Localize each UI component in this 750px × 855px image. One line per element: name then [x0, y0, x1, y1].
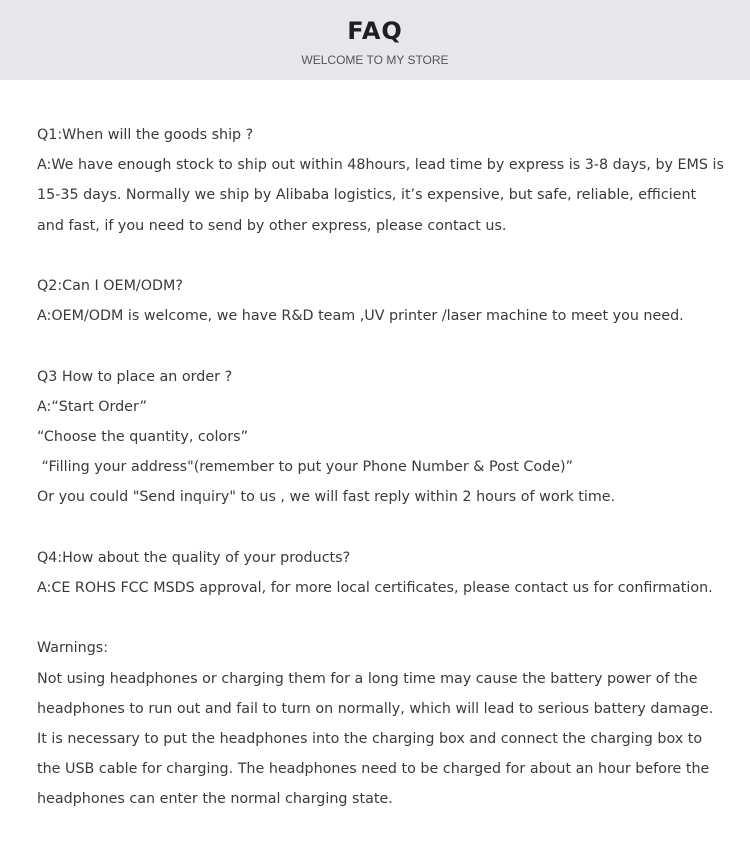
faq-item-q2 — [37, 271, 727, 331]
faq-answer: A:CE ROHS FCC MSDS approval, for more local certificates, please contact us for confirmation. — [37, 580, 713, 596]
faq-answer-line: Or you could "Send inquiry" to us , we will fast reply within 2 hours of work time. — [37, 489, 616, 506]
warnings-section — [37, 633, 727, 814]
faq-question: Q4:How about the quality of your products? — [37, 549, 351, 566]
faq-answer-line: “Choose the quantity, colors” — [37, 429, 248, 445]
faq-question: Q1:When will the goods ship ? — [37, 127, 254, 143]
faq-question: Q3 How to place an order ? — [37, 368, 233, 385]
faq-item-q1 — [37, 120, 727, 241]
page-title: FAQ — [347, 17, 403, 45]
faq-question: Q2:Can I OEM/ODM? — [37, 278, 183, 294]
faq-answer-line: “Filling your address"(remember to put your Phone Number & Post Code)” — [37, 459, 574, 476]
page-header — [0, 0, 750, 80]
warnings-title: Warnings: — [37, 640, 109, 657]
faq-item-q4 — [37, 543, 727, 603]
faq-item-q3 — [37, 362, 727, 513]
page-subtitle: WELCOME TO MY STORE — [301, 53, 449, 67]
faq-answer: A:We have enough stock to ship out within 48hours, lead time by express is 3-8 days, by EMS is 15-35 days. Normally we ship by Alibaba logistics, it’s expensive, but safe, reliable, efficient and fast, if you need to send by other express, please contact us. — [37, 157, 729, 234]
faq-content — [37, 120, 727, 815]
faq-answer: A:OEM/ODM is welcome, we have R&D team ,UV printer /laser machine to meet you need. — [37, 308, 684, 325]
faq-answer-line: A:“Start Order” — [37, 398, 147, 415]
warnings-text: Not using headphones or charging them for a long time may cause the battery power of the headphones to run out and fail to turn on normally, which will lead to serious battery damage. It is necessary to put the headphones into the charging box and connect the charging box to the USB cable for charging. The headphones need to be charged for about an hour before the headphones can enter the normal charging state. — [37, 670, 718, 808]
